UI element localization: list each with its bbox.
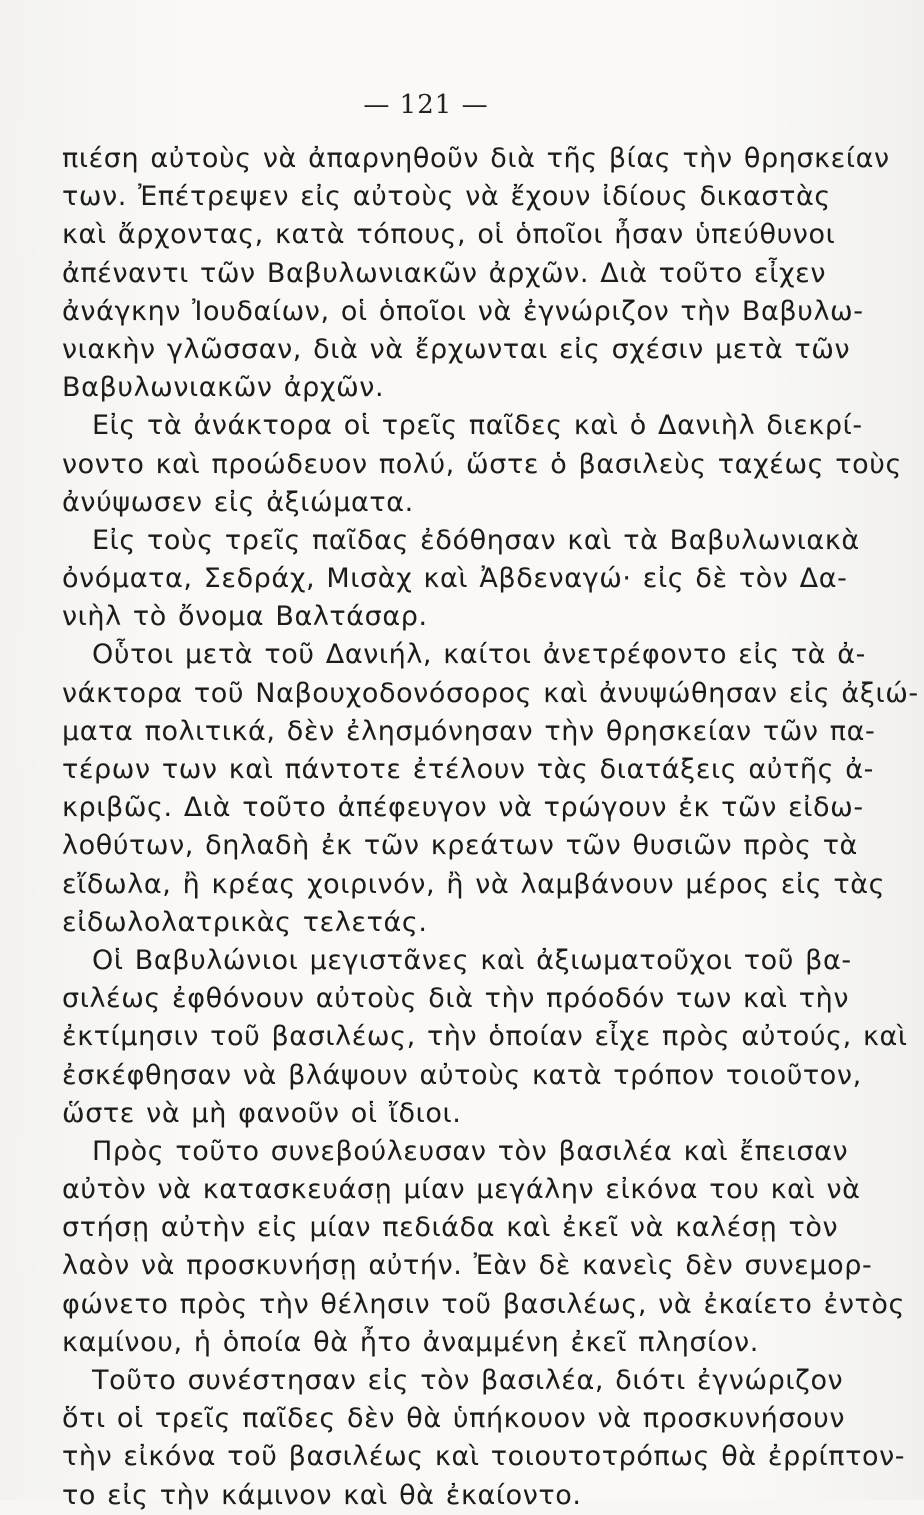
text-line: ὀνόματα, Σεδράχ, Μισὰχ καὶ Ἀβδεναγώ· εἰς δὲ τὸν Δα- (62, 563, 848, 595)
text-line: λαὸν νὰ προσκυνήσῃ αὐτήν. Ἐὰν δὲ κανεὶς δὲν συνεμορ- (62, 1250, 873, 1282)
text-line: καμίνου, ἡ ὁποία θὰ ἦτο ἀναμμένη ἐκεῖ πλησίον. (62, 1326, 759, 1358)
text-line: πιέση αὐτοὺς νὰ ἀπαρνηθοῦν διὰ τῆς βίας τὴν θρησκείαν (62, 143, 890, 174)
text-line: ἐκτίμησιν τοῦ βασιλέως, τὴν ὁποίαν εἶχε πρὸς αὐτούς, καὶ (62, 1021, 908, 1053)
text-line: φώνετο πρὸς τὴν θέλησιν τοῦ βασιλέως, νὰ ἐκαίετο ἐντὸς (62, 1288, 905, 1320)
text-line: νάκτορα τοῦ Ναβουχοδονόσορος καὶ ἀνυψώθησαν εἰς ἀξιώ- (62, 677, 919, 709)
text-line: κριβῶς. Διὰ τοῦτο ἀπέφευγον νὰ τρώγουν ἐκ τῶν εἰδω- (62, 792, 864, 824)
text-line: Βαβυλωνιακῶν ἀρχῶν. (62, 372, 385, 404)
text-line: Εἰς τὰ ἀνάκτορα οἱ τρεῖς παῖδες καὶ ὁ Δανιὴλ διεκρί- (92, 410, 863, 442)
text-line: τὴν εἰκόνα τοῦ βασιλέως καὶ τοιουτοτρόπως θὰ ἐρρίπτον- (62, 1441, 906, 1473)
text-line: το εἰς τὴν κάμινον καὶ θὰ ἐκαίοντο. (62, 1479, 582, 1511)
text-line: ὥστε νὰ μὴ φανοῦν οἱ ἴδιοι. (62, 1097, 462, 1129)
text-line: Εἰς τοὺς τρεῖς παῖδας ἐδόθησαν καὶ τὰ Βαβυλωνιακὰ (92, 524, 860, 556)
text-line: στήσῃ αὐτὴν εἰς μίαν πεδιάδα καὶ ἐκεῖ νὰ καλέσῃ τὸν (62, 1212, 839, 1244)
text-line: Πρὸς τοῦτο συνεβούλευσαν τὸν βασιλέα καὶ ἔπεισαν (92, 1135, 849, 1167)
page-number: — 121 — (363, 90, 489, 120)
text-line: Οὗτοι μετὰ τοῦ Δανιήλ, καίτοι ἀνετρέφοντο εἰς τὰ ἀ- (92, 639, 867, 671)
text-line: Οἱ Βαβυλώνιοι μεγιστᾶνες καὶ ἀξιωματοῦχοι τοῦ βα- (92, 944, 852, 976)
text-line: ἀνάγκην Ἰουδαίων, οἱ ὁποῖοι νὰ ἐγνώριζον τὴν Βαβυλω- (62, 295, 864, 327)
text-line: νοντο καὶ προώδευον πολύ, ὥστε ὁ βασιλεὺς ταχέως τοὺς (62, 448, 902, 480)
text-line: νιὴλ τὸ ὄνομα Βαλτάσαρ. (62, 601, 428, 633)
text-line: εἴδωλα, ἢ κρέας χοιρινόν, ἢ νὰ λαμβάνουν μέρος εἰς τὰς (62, 868, 886, 900)
text-line: ὅτι οἱ τρεῖς παῖδες δὲν θὰ ὑπήκουον νὰ προσκυνήσουν (62, 1403, 846, 1435)
text-line: λοθύτων, δηλαδὴ ἐκ τῶν κρεάτων τῶν θυσιῶν πρὸς τὰ (62, 830, 858, 862)
text-line: ἐσκέφθησαν νὰ βλάψουν αὐτοὺς κατὰ τρόπον τοιοῦτον, (62, 1059, 862, 1091)
text-line: ἀπέναντι τῶν Βαβυλωνιακῶν ἀρχῶν. Διὰ τοῦτο εἶχεν (62, 257, 827, 289)
body-text (62, 140, 919, 1515)
text-line: αὐτὸν νὰ κατασκευάσῃ μίαν μεγάλην εἰκόνα του καὶ νὰ (62, 1174, 861, 1206)
text-line: ἀνύψωσεν εἰς ἀξιώματα. (62, 486, 414, 518)
text-line: σιλέως ἐφθόνουν αὐτοὺς διὰ τὴν πρόοδόν των καὶ τὴν (62, 983, 850, 1015)
text-line: ματα πολιτικά, δὲν ἐλησμόνησαν τὴν θρησκείαν τῶν πα- (62, 715, 876, 747)
text-line: εἰδωλολατρικὰς τελετάς. (62, 906, 428, 938)
text-line: τέρων των καὶ πάντοτε ἐτέλουν τὰς διατάξεις αὐτῆς ἀ- (62, 754, 874, 785)
text-line: νιακὴν γλῶσσαν, διὰ νὰ ἔρχωνται εἰς σχέσιν μετὰ τῶν (62, 333, 851, 365)
text-line: Τοῦτο συνέστησαν εἰς τὸν βασιλέα, διότι ἐγνώριζον (92, 1365, 844, 1396)
text-line: των. Ἐπέτρεψεν εἰς αὐτοὺς νὰ ἔχουν ἰδίους δικαστὰς (62, 181, 831, 213)
text-line: καὶ ἄρχοντας, κατὰ τόπους, οἱ ὁποῖοι ἦσαν ὑπεύθυνοι (62, 219, 836, 251)
